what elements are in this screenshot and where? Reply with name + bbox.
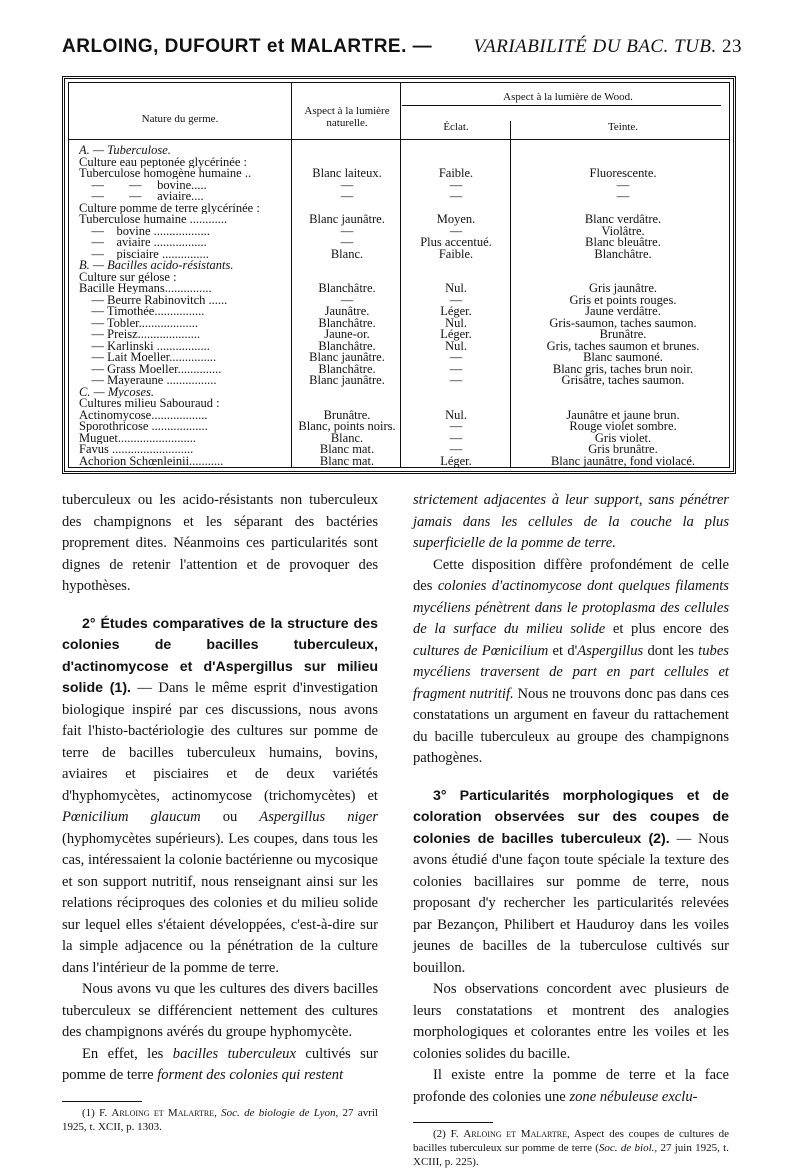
cell-eclat: Léger. <box>440 453 472 468</box>
table-inner <box>68 82 730 468</box>
cell-germ: — aviaire ................. <box>79 236 207 248</box>
cell-eclat: — <box>449 373 463 387</box>
paragraph <box>413 1065 729 1108</box>
section-heading: 2° Études comparatives de la structure des colonies de bacilles tuberculeux, d'actinomycose et d'Aspergillus sur milieu solide (1). <box>62 615 378 696</box>
cell-eclat: — <box>449 361 463 376</box>
cell-nat: Blanc. <box>330 246 364 261</box>
cell-teinte: Jaune verdâtre. <box>585 304 661 318</box>
cell-nat: Blanc laiteux. <box>312 166 382 180</box>
cell-germ: Achorion Schœnleinii........... <box>79 454 224 467</box>
cell-germ: A. — Tuberculose. <box>79 144 171 156</box>
text: Pœnicilium glaucum <box>62 809 201 825</box>
cell-teinte: Rouge violet sombre. <box>569 419 677 433</box>
cell-teinte: Blanc jaunâtre, fond violacé. <box>550 453 696 468</box>
section-3 <box>413 786 729 980</box>
cell-nat: Blanc jaunâtre. <box>309 350 385 364</box>
cell-teinte: Blanchâtre. <box>594 246 652 261</box>
table-row <box>69 455 729 467</box>
cell-eclat: Nul. <box>445 338 467 353</box>
text: Soc. de biol., <box>598 1142 658 1154</box>
cell-germ: — pisciaire ............... <box>79 247 209 260</box>
cell-teinte: Gris, taches saumon et brunes. <box>546 338 700 353</box>
left-column <box>62 490 378 1134</box>
cell-nat: — <box>340 189 354 203</box>
text: cultivés sur pomme de terre <box>62 1045 378 1083</box>
th-wood: Aspect à la lumière de Wood. <box>503 91 633 103</box>
cell-nat: — <box>340 235 354 249</box>
paragraph: Nous avons vu que les cultures des divers bacilles tuberculeux se différencient nettement des cultures des champignons avérés du groupe hyphomycète. <box>62 981 378 1040</box>
cell-nat: Blanchâtre. <box>318 315 376 330</box>
cell-eclat: Plus accentué. <box>420 235 492 249</box>
cell-nat: Blanc mat. <box>319 442 375 456</box>
cell-eclat: Faible. <box>438 166 474 180</box>
wood-rule <box>402 105 721 106</box>
cell-teinte: Blanc verdâtre. <box>584 212 662 226</box>
running-header <box>62 36 742 66</box>
th-germ: Nature du germe. <box>141 113 219 125</box>
paragraph: strictement adjacentes à leur support, sans pénétrer jamais dans les cellules de la couche la plus superficielle de la pomme de terre. <box>413 492 729 551</box>
cell-eclat: — <box>449 292 463 307</box>
table-row <box>69 374 729 386</box>
text: — Dans le même esprit d'investigation biologique inspiré par ces discussions, nous avons fait l'histo-bactériologie des cultures sur pomme de terre de bacilles tuberculeux humains, bovins, aviaires et pisciaires et de deux variétés d'hyphomycètes, actinomycose (trichomycètes) et <box>62 680 378 804</box>
cell-germ: — — aviaire.... <box>79 190 204 202</box>
cell-germ: Cultures milieu Sabouraud : <box>79 397 220 409</box>
cell-germ: Culture sur gélose : <box>79 270 177 283</box>
cell-teinte: Jaunâtre et jaune brun. <box>566 407 680 422</box>
cell-nat: Blanc jaunâtre. <box>309 373 385 387</box>
cell-teinte: Gris violet. <box>594 430 652 445</box>
text: (hyphomycètes supérieurs). Les coupes, dans tous les cas, intéressaient la colonie bactérienne ou mycosique et son support nutritif, nous renseignant ainsi sur les relations réciproques des colonies et du milieu solide sur lequel elles s'étaient développées, c'est-à-dire sur la simple adjacence ou la pénétration de la culture dans l'intérieur de la pomme de terre. <box>62 830 378 976</box>
table-row <box>69 248 729 260</box>
cell-eclat: Faible. <box>438 246 474 261</box>
cell-nat: Blanc jaunâtre. <box>309 212 385 226</box>
cell-nat: Blanc mat. <box>319 453 375 468</box>
cell-germ: Bacille Heymans............... <box>79 282 212 294</box>
page-number: 23 <box>722 36 742 57</box>
text: — Nous avons étudié d'une façon toute spéciale la texture des colonies bacillaires sur pomme de terre, nous proposant d'y rechercher les particularités relevées par Bezançon, Philibert et Hauduroy dans les voiles jeunes de bacilles de la tuberculose cultivés sur bouillon. <box>413 830 729 976</box>
header-authors: ARLOING, DUFOURT et MALARTRE. — <box>62 36 433 57</box>
cell-germ: — Timothée................ <box>79 305 205 317</box>
cell-eclat: — <box>449 189 463 203</box>
right-column <box>413 490 729 1169</box>
text: Nous ne trouvons donc pas dans ces constatations un argument en faveur du rattachement du bacille tuberculeux au groupe des champignons pathogènes. <box>413 685 729 766</box>
cell-eclat: Nul. <box>445 281 467 295</box>
cell-nat: Blanchâtre. <box>318 338 376 353</box>
cell-germ: — bovine .................. <box>79 224 210 237</box>
cell-eclat: — <box>449 350 463 364</box>
text: colonies d'actinomycose dont quelques filaments mycéliens pénètrent dans le protoplasma des cellules de la surface du milieu solide <box>413 578 729 637</box>
cell-teinte: Fluorescente. <box>589 166 657 180</box>
cell-teinte: Blanc bleuâtre. <box>585 235 661 249</box>
text: Il existe entre la pomme de terre et la face profonde des colonies une <box>413 1067 729 1105</box>
cell-germ: — Karlinski ................. <box>79 339 210 352</box>
cell-eclat: — <box>449 223 463 238</box>
cell-germ: Culture eau peptonée glycérinée : <box>79 155 247 168</box>
cell-nat: Blanchâtre. <box>318 361 376 376</box>
text: dont les <box>647 642 694 659</box>
text: 27 juin 1925, t. XCIII, p. 225). <box>413 1142 729 1168</box>
cell-teinte: Grisâtre, taches saumon. <box>561 373 685 387</box>
text: (2) F. <box>433 1128 459 1140</box>
cell-teinte: Blanc gris, taches brun noir. <box>552 361 694 376</box>
cell-germ: — Beurre Rabinovitch ...... <box>79 293 228 306</box>
cell-nat: Brunâtre. <box>323 407 371 422</box>
text: Arloing et Malartre, <box>111 1106 217 1119</box>
cell-teinte: — <box>616 189 630 203</box>
cell-nat: — <box>340 177 354 192</box>
footnote-2 <box>413 1127 729 1169</box>
cell-nat: Jaune-or. <box>324 327 370 341</box>
section-2 <box>62 614 378 980</box>
table-row <box>69 190 729 202</box>
text: Aspect des coupes de cultures de bacilles tuberculeux sur pomme de terre ( <box>413 1128 730 1154</box>
cell-eclat: Moyen. <box>436 212 476 226</box>
cell-germ: Actinomycose.................. <box>79 408 208 421</box>
header-title-group <box>473 36 742 58</box>
text: forment des colonies qui restent <box>157 1067 344 1083</box>
table-row <box>69 259 729 271</box>
table-row <box>69 144 729 156</box>
cell-eclat: Nul. <box>445 407 467 422</box>
cell-nat: — <box>340 223 354 238</box>
cell-nat: Blanc. <box>330 430 364 445</box>
cell-teinte: Gris brunâtre. <box>588 442 658 456</box>
results-table <box>62 76 736 474</box>
text: et d' <box>552 642 578 659</box>
cell-germ: Tuberculose homogène humaine .. <box>79 167 252 179</box>
footnote-rule <box>413 1122 493 1123</box>
text: tubes mycéliens traversent de part en part cellules et fragment nutritif. <box>413 642 729 702</box>
cell-teinte: Violâtre. <box>601 223 645 238</box>
header-title: VARIABILITÉ DU BAC. TUB. <box>473 36 717 57</box>
th-teinte: Teinte. <box>607 121 639 133</box>
cell-teinte: Gris jaunâtre. <box>588 281 658 295</box>
cell-germ: B. — Bacilles acido-résistants. <box>79 259 234 271</box>
paragraph: tuberculeux ou les acido-résistants non tuberculeux des champignons et les séparant des bactéries proprement dites. Néanmoins ces particularités sont dignes de retenir l'attention et de provoquer des hypothèses. <box>62 492 378 594</box>
paragraph <box>62 1044 378 1087</box>
cell-nat: — <box>340 292 354 307</box>
text: Soc. de biologie de Lyon, <box>221 1106 339 1119</box>
text: 27 avril 1925, t. XCII, p. 1303. <box>62 1106 378 1133</box>
text: Aspergillus niger <box>259 809 379 825</box>
cell-germ: Tuberculose humaine ............ <box>79 213 228 225</box>
cell-nat: Blanchâtre. <box>318 281 376 295</box>
text: Aspergillus <box>577 642 644 659</box>
cell-germ: Sporothricose .................. <box>79 420 208 432</box>
text: cultures de Pœnicilium <box>413 642 549 659</box>
cell-eclat: Léger. <box>440 327 472 341</box>
cell-eclat: Nul. <box>445 315 467 330</box>
text: (1) F. <box>82 1106 108 1119</box>
cell-germ: — Lait Moeller............... <box>79 351 217 363</box>
cell-eclat: — <box>449 177 463 192</box>
footnote-1 <box>62 1106 378 1134</box>
paragraph: Nos observations concordent avec plusieurs de leurs constatations et montrent des analogies morphologiques et colorantes entre les voiles et les colonies solides du bacille. <box>413 981 729 1062</box>
cell-nat: Jaunâtre. <box>324 304 370 318</box>
table-row <box>69 386 729 398</box>
cell-nat: Blanc, points noirs. <box>298 419 396 433</box>
footnote-rule <box>62 1101 142 1102</box>
text: ou <box>222 809 238 825</box>
cell-germ: — — bovine..... <box>79 178 207 191</box>
text: et plus encore des <box>612 621 729 637</box>
cell-teinte: Gris-saumon, taches saumon. <box>549 315 697 330</box>
cell-eclat: — <box>449 430 463 445</box>
th-natural: Aspect à la lumière naturelle. <box>304 105 390 129</box>
cell-germ: Culture pomme de terre glycérinée : <box>79 201 260 214</box>
cell-germ: Muguet......................... <box>79 431 197 444</box>
cell-teinte: Gris et points rouges. <box>569 292 677 307</box>
cell-teinte: — <box>616 177 630 192</box>
cell-germ: — Mayeraune ................ <box>79 374 217 386</box>
cell-eclat: — <box>449 419 463 433</box>
cell-germ: C. — Mycoses. <box>79 385 154 398</box>
text: Cette disposition diffère profondément de celle des <box>413 556 729 594</box>
cell-germ: — Grass Moeller.............. <box>79 362 222 375</box>
cell-germ: — Preisz.................... <box>79 328 201 340</box>
text: Arloing et Malartre, <box>463 1128 570 1140</box>
cell-teinte: Brunâtre. <box>599 327 647 341</box>
cell-germ: — Tobler................... <box>79 316 199 329</box>
text: bacilles tuberculeux <box>172 1045 296 1062</box>
cell-teinte: Blanc saumoné. <box>583 350 663 364</box>
section-heading: 3° Particularités morphologiques et de coloration observées sur des coupes de colonies de bacilles tuberculeux (2). <box>413 787 729 847</box>
text: En effet, les <box>82 1045 164 1062</box>
paragraph <box>413 555 729 770</box>
table-row <box>69 167 729 179</box>
th-eclat: Éclat. <box>443 121 469 133</box>
text: zone nébuleuse exclu- <box>569 1088 698 1105</box>
table-row <box>69 179 729 191</box>
cell-germ: Favus .......................... <box>79 443 194 455</box>
header-rule <box>69 139 729 140</box>
cell-eclat: — <box>449 442 463 456</box>
cell-eclat: Léger. <box>440 304 472 318</box>
